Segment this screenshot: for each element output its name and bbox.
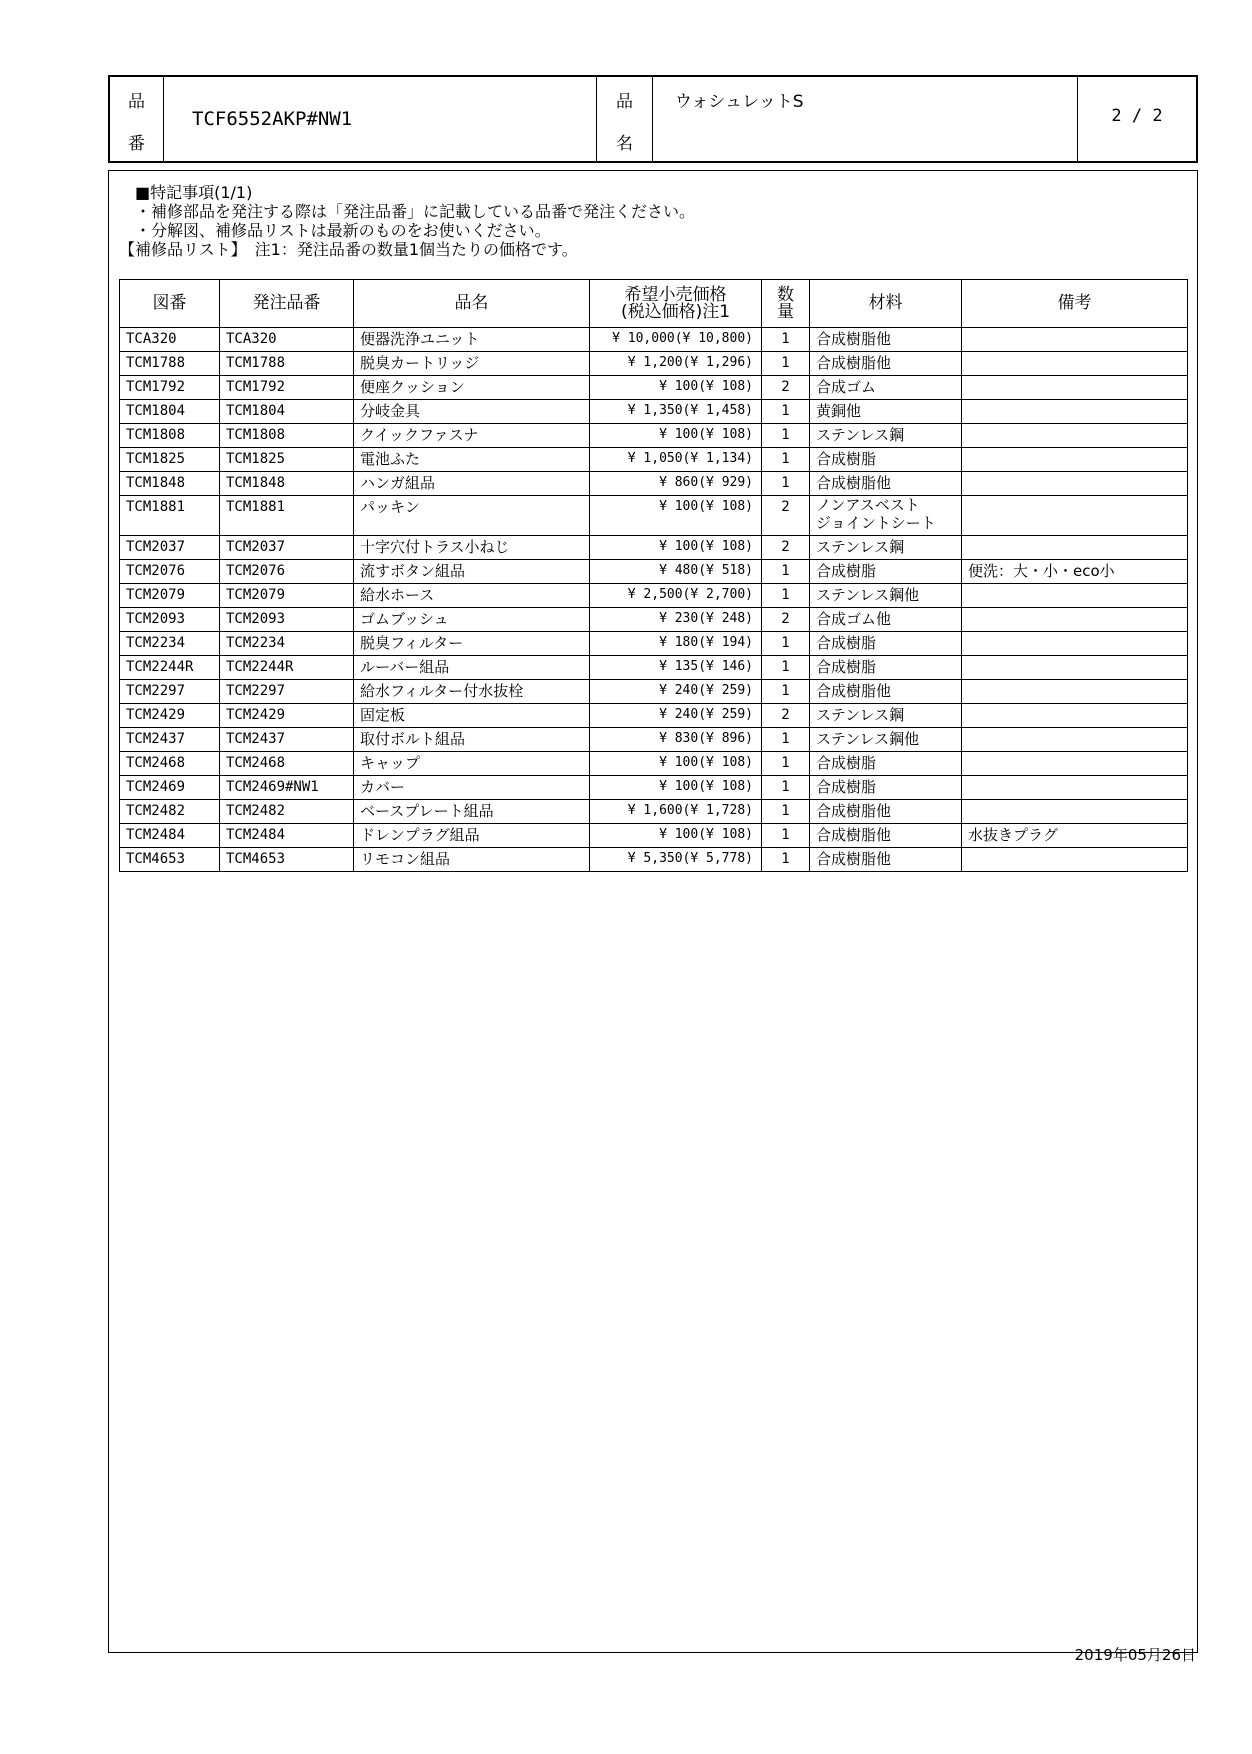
col-header-qty <box>762 280 810 328</box>
col-header-remarks: 備考 <box>962 280 1188 328</box>
cell-drawing-no: TCM1808 <box>120 424 220 448</box>
page-number: 2 / 2 <box>1111 106 1163 126</box>
cell-order-no: TCM4653 <box>220 848 354 872</box>
cell-qty: 1 <box>762 656 810 680</box>
cell-order-no: TCM1825 <box>220 448 354 472</box>
cell-drawing-no: TCM2079 <box>120 584 220 608</box>
col-header-price <box>590 280 762 328</box>
cell-qty: 1 <box>762 424 810 448</box>
cell-qty: 1 <box>762 560 810 584</box>
cell-qty: 2 <box>762 536 810 560</box>
cell-qty: 2 <box>762 376 810 400</box>
cell-name: 固定板 <box>354 704 590 728</box>
cell-drawing-no: TCM2093 <box>120 608 220 632</box>
cell-order-no: TCM2482 <box>220 800 354 824</box>
cell-name: ハンガ組品 <box>354 472 590 496</box>
cell-material: 合成樹脂 <box>810 752 962 776</box>
cell-material: 合成樹脂他 <box>810 352 962 376</box>
cell-name: リモコン組品 <box>354 848 590 872</box>
cell-price: ¥ 830(¥ 896) <box>590 728 762 752</box>
cell-drawing-no: TCM1792 <box>120 376 220 400</box>
cell-name: ドレンプラグ組品 <box>354 824 590 848</box>
cell-drawing-no: TCM1788 <box>120 352 220 376</box>
cell-qty: 1 <box>762 680 810 704</box>
cell-order-no: TCM1804 <box>220 400 354 424</box>
cell-order-no: TCM2468 <box>220 752 354 776</box>
cell-name: カバー <box>354 776 590 800</box>
cell-price: ¥ 100(¥ 108) <box>590 536 762 560</box>
cell-remarks <box>962 496 1188 536</box>
cell-remarks <box>962 352 1188 376</box>
cell-price: ¥ 180(¥ 194) <box>590 632 762 656</box>
cell-drawing-no: TCM1848 <box>120 472 220 496</box>
cell-material: ステンレス鋼 <box>810 424 962 448</box>
cell-drawing-no: TCM2468 <box>120 752 220 776</box>
cell-remarks <box>962 448 1188 472</box>
cell-remarks <box>962 584 1188 608</box>
cell-order-no: TCM1808 <box>220 424 354 448</box>
cell-order-no: TCM1792 <box>220 376 354 400</box>
table-row <box>120 632 1188 656</box>
cell-remarks <box>962 400 1188 424</box>
col-header-drawing-no: 図番 <box>120 280 220 328</box>
cell-price: ¥ 860(¥ 929) <box>590 472 762 496</box>
cell-order-no: TCM1881 <box>220 496 354 536</box>
cell-order-no: TCM2297 <box>220 680 354 704</box>
cell-drawing-no: TCA320 <box>120 328 220 352</box>
cell-price: ¥ 100(¥ 108) <box>590 496 762 536</box>
cell-material: ステンレス鋼他 <box>810 584 962 608</box>
cell-remarks <box>962 472 1188 496</box>
cell-order-no: TCM2234 <box>220 632 354 656</box>
cell-name: 分岐金具 <box>354 400 590 424</box>
parts-list-heading: 【補修品リスト】 注1：発注品番の数量1個当たりの価格です。 <box>119 240 578 259</box>
cell-price: ¥ 480(¥ 518) <box>590 560 762 584</box>
cell-remarks <box>962 704 1188 728</box>
cell-qty: 1 <box>762 752 810 776</box>
table-row <box>120 704 1188 728</box>
cell-material: ノンアスベスト ジョイントシート <box>810 496 962 536</box>
product-code-label <box>110 77 164 161</box>
cell-remarks <box>962 752 1188 776</box>
cell-qty: 1 <box>762 448 810 472</box>
cell-qty: 1 <box>762 824 810 848</box>
cell-price: ¥ 2,500(¥ 2,700) <box>590 584 762 608</box>
cell-name: 給水フィルター付水抜栓 <box>354 680 590 704</box>
table-row <box>120 752 1188 776</box>
price-header-line-2: (税込価格)注1 <box>620 301 731 322</box>
cell-qty: 2 <box>762 608 810 632</box>
name-label-top: 品 <box>616 92 633 112</box>
table-row <box>120 376 1188 400</box>
cell-price: ¥ 1,050(¥ 1,134) <box>590 448 762 472</box>
cell-name: 給水ホース <box>354 584 590 608</box>
cell-qty: 1 <box>762 328 810 352</box>
cell-name: 便座クッション <box>354 376 590 400</box>
cell-material: 合成樹脂他 <box>810 848 962 872</box>
cell-qty: 1 <box>762 632 810 656</box>
table-row <box>120 400 1188 424</box>
cell-name: クイックファスナ <box>354 424 590 448</box>
col-header-name: 品名 <box>354 280 590 328</box>
cell-drawing-no: TCM2469 <box>120 776 220 800</box>
table-row <box>120 448 1188 472</box>
special-notes <box>119 183 695 259</box>
cell-name: 十字穴付トラス小ねじ <box>354 536 590 560</box>
page-number-cell <box>1078 77 1196 161</box>
table-row <box>120 776 1188 800</box>
cell-drawing-no: TCM2484 <box>120 824 220 848</box>
table-row <box>120 352 1188 376</box>
cell-remarks <box>962 776 1188 800</box>
cell-order-no: TCM2484 <box>220 824 354 848</box>
notes-line-2: ・分解図、補修品リストは最新のものをお使いください。 <box>135 221 551 240</box>
cell-qty: 1 <box>762 352 810 376</box>
cell-drawing-no: TCM2297 <box>120 680 220 704</box>
content-frame <box>108 170 1198 1653</box>
qty-header-line-2: 量 <box>777 301 794 322</box>
cell-material: 合成樹脂 <box>810 656 962 680</box>
cell-price: ¥ 100(¥ 108) <box>590 424 762 448</box>
table-row <box>120 824 1188 848</box>
cell-name: パッキン <box>354 496 590 536</box>
table-row <box>120 328 1188 352</box>
cell-remarks <box>962 800 1188 824</box>
cell-material: 黄銅他 <box>810 400 962 424</box>
table-row <box>120 680 1188 704</box>
cell-material: 合成樹脂 <box>810 560 962 584</box>
cell-drawing-no: TCM2437 <box>120 728 220 752</box>
product-name-cell <box>653 77 1078 161</box>
cell-remarks <box>962 608 1188 632</box>
table-row <box>120 560 1188 584</box>
cell-order-no: TCM2076 <box>220 560 354 584</box>
cell-remarks: 便洗：大・小・eco小 <box>962 560 1188 584</box>
cell-price: ¥ 240(¥ 259) <box>590 680 762 704</box>
cell-remarks <box>962 656 1188 680</box>
cell-material: ステンレス鋼 <box>810 704 962 728</box>
cell-drawing-no: TCM2482 <box>120 800 220 824</box>
cell-price: ¥ 1,200(¥ 1,296) <box>590 352 762 376</box>
cell-order-no: TCM2079 <box>220 584 354 608</box>
table-row <box>120 472 1188 496</box>
cell-remarks <box>962 328 1188 352</box>
cell-price: ¥ 10,000(¥ 10,800) <box>590 328 762 352</box>
cell-name: 電池ふた <box>354 448 590 472</box>
cell-remarks <box>962 424 1188 448</box>
product-name: ウォシュレットS <box>675 92 804 112</box>
cell-order-no: TCM2093 <box>220 608 354 632</box>
cell-name: ゴムブッシュ <box>354 608 590 632</box>
product-code-cell <box>164 77 597 161</box>
cell-qty: 1 <box>762 400 810 424</box>
cell-drawing-no: TCM2429 <box>120 704 220 728</box>
cell-price: ¥ 100(¥ 108) <box>590 752 762 776</box>
cell-name: ルーバー組品 <box>354 656 590 680</box>
cell-order-no: TCM2037 <box>220 536 354 560</box>
cell-order-no: TCM2469#NW1 <box>220 776 354 800</box>
table-header-row <box>120 280 1188 328</box>
document-header <box>108 75 1198 163</box>
parts-table <box>119 279 1188 872</box>
cell-material: ステンレス鋼他 <box>810 728 962 752</box>
cell-order-no: TCM1788 <box>220 352 354 376</box>
cell-drawing-no: TCM2234 <box>120 632 220 656</box>
price-header-line-1: 希望小売価格 <box>624 284 727 305</box>
cell-price: ¥ 230(¥ 248) <box>590 608 762 632</box>
cell-material: 合成樹脂 <box>810 776 962 800</box>
cell-order-no: TCA320 <box>220 328 354 352</box>
cell-remarks <box>962 728 1188 752</box>
table-row <box>120 728 1188 752</box>
parts-table-body <box>120 328 1188 872</box>
cell-order-no: TCM2437 <box>220 728 354 752</box>
cell-drawing-no: TCM2244R <box>120 656 220 680</box>
cell-name: 脱臭フィルター <box>354 632 590 656</box>
cell-qty: 1 <box>762 776 810 800</box>
cell-material: 合成樹脂他 <box>810 800 962 824</box>
cell-price: ¥ 100(¥ 108) <box>590 824 762 848</box>
cell-drawing-no: TCM2076 <box>120 560 220 584</box>
cell-remarks <box>962 536 1188 560</box>
cell-material: 合成樹脂 <box>810 632 962 656</box>
cell-remarks <box>962 680 1188 704</box>
cell-name: キャップ <box>354 752 590 776</box>
cell-remarks <box>962 848 1188 872</box>
cell-price: ¥ 100(¥ 108) <box>590 776 762 800</box>
cell-price: ¥ 240(¥ 259) <box>590 704 762 728</box>
cell-order-no: TCM2429 <box>220 704 354 728</box>
table-row <box>120 656 1188 680</box>
table-row <box>120 800 1188 824</box>
cell-order-no: TCM2244R <box>220 656 354 680</box>
issue-date: 2019年05月26日 <box>1074 1646 1196 1664</box>
cell-material: 合成ゴム他 <box>810 608 962 632</box>
qty-header-line-1: 数 <box>777 284 794 305</box>
product-name-label <box>597 77 653 161</box>
cell-price: ¥ 100(¥ 108) <box>590 376 762 400</box>
cell-drawing-no: TCM1825 <box>120 448 220 472</box>
cell-price: ¥ 1,350(¥ 1,458) <box>590 400 762 424</box>
cell-drawing-no: TCM4653 <box>120 848 220 872</box>
cell-material: ステンレス鋼 <box>810 536 962 560</box>
code-label-top: 品 <box>128 92 145 112</box>
cell-qty: 1 <box>762 848 810 872</box>
cell-name: 流すボタン組品 <box>354 560 590 584</box>
cell-material: 合成樹脂他 <box>810 824 962 848</box>
cell-remarks <box>962 632 1188 656</box>
cell-material: 合成樹脂他 <box>810 472 962 496</box>
cell-qty: 1 <box>762 728 810 752</box>
col-header-material: 材料 <box>810 280 962 328</box>
cell-drawing-no: TCM2037 <box>120 536 220 560</box>
cell-name: 脱臭カートリッジ <box>354 352 590 376</box>
table-row <box>120 536 1188 560</box>
cell-price: ¥ 1,600(¥ 1,728) <box>590 800 762 824</box>
table-row <box>120 424 1188 448</box>
code-label-bottom: 番 <box>128 134 145 154</box>
cell-name: ベースプレート組品 <box>354 800 590 824</box>
cell-material: 合成樹脂他 <box>810 680 962 704</box>
cell-order-no: TCM1848 <box>220 472 354 496</box>
cell-name: 便器洗浄ユニット <box>354 328 590 352</box>
cell-drawing-no: TCM1804 <box>120 400 220 424</box>
cell-remarks: 水抜きプラグ <box>962 824 1188 848</box>
cell-qty: 2 <box>762 496 810 536</box>
cell-qty: 2 <box>762 704 810 728</box>
cell-material: 合成樹脂 <box>810 448 962 472</box>
col-header-order-no: 発注品番 <box>220 280 354 328</box>
cell-qty: 1 <box>762 800 810 824</box>
table-row <box>120 496 1188 536</box>
cell-material: 合成ゴム <box>810 376 962 400</box>
name-label-bottom: 名 <box>616 134 633 154</box>
cell-material: 合成樹脂他 <box>810 328 962 352</box>
cell-remarks <box>962 376 1188 400</box>
cell-drawing-no: TCM1881 <box>120 496 220 536</box>
product-code: TCF6552AKP#NW1 <box>192 108 353 130</box>
table-row <box>120 608 1188 632</box>
cell-name: 取付ボルト組品 <box>354 728 590 752</box>
table-row <box>120 584 1188 608</box>
notes-line-1: ・補修部品を発注する際は「発注品番」に記載している品番で発注ください。 <box>135 202 696 221</box>
cell-price: ¥ 5,350(¥ 5,778) <box>590 848 762 872</box>
notes-title: ■特記事項(1/1) <box>135 183 253 202</box>
cell-qty: 1 <box>762 472 810 496</box>
cell-price: ¥ 135(¥ 146) <box>590 656 762 680</box>
cell-qty: 1 <box>762 584 810 608</box>
table-row <box>120 848 1188 872</box>
